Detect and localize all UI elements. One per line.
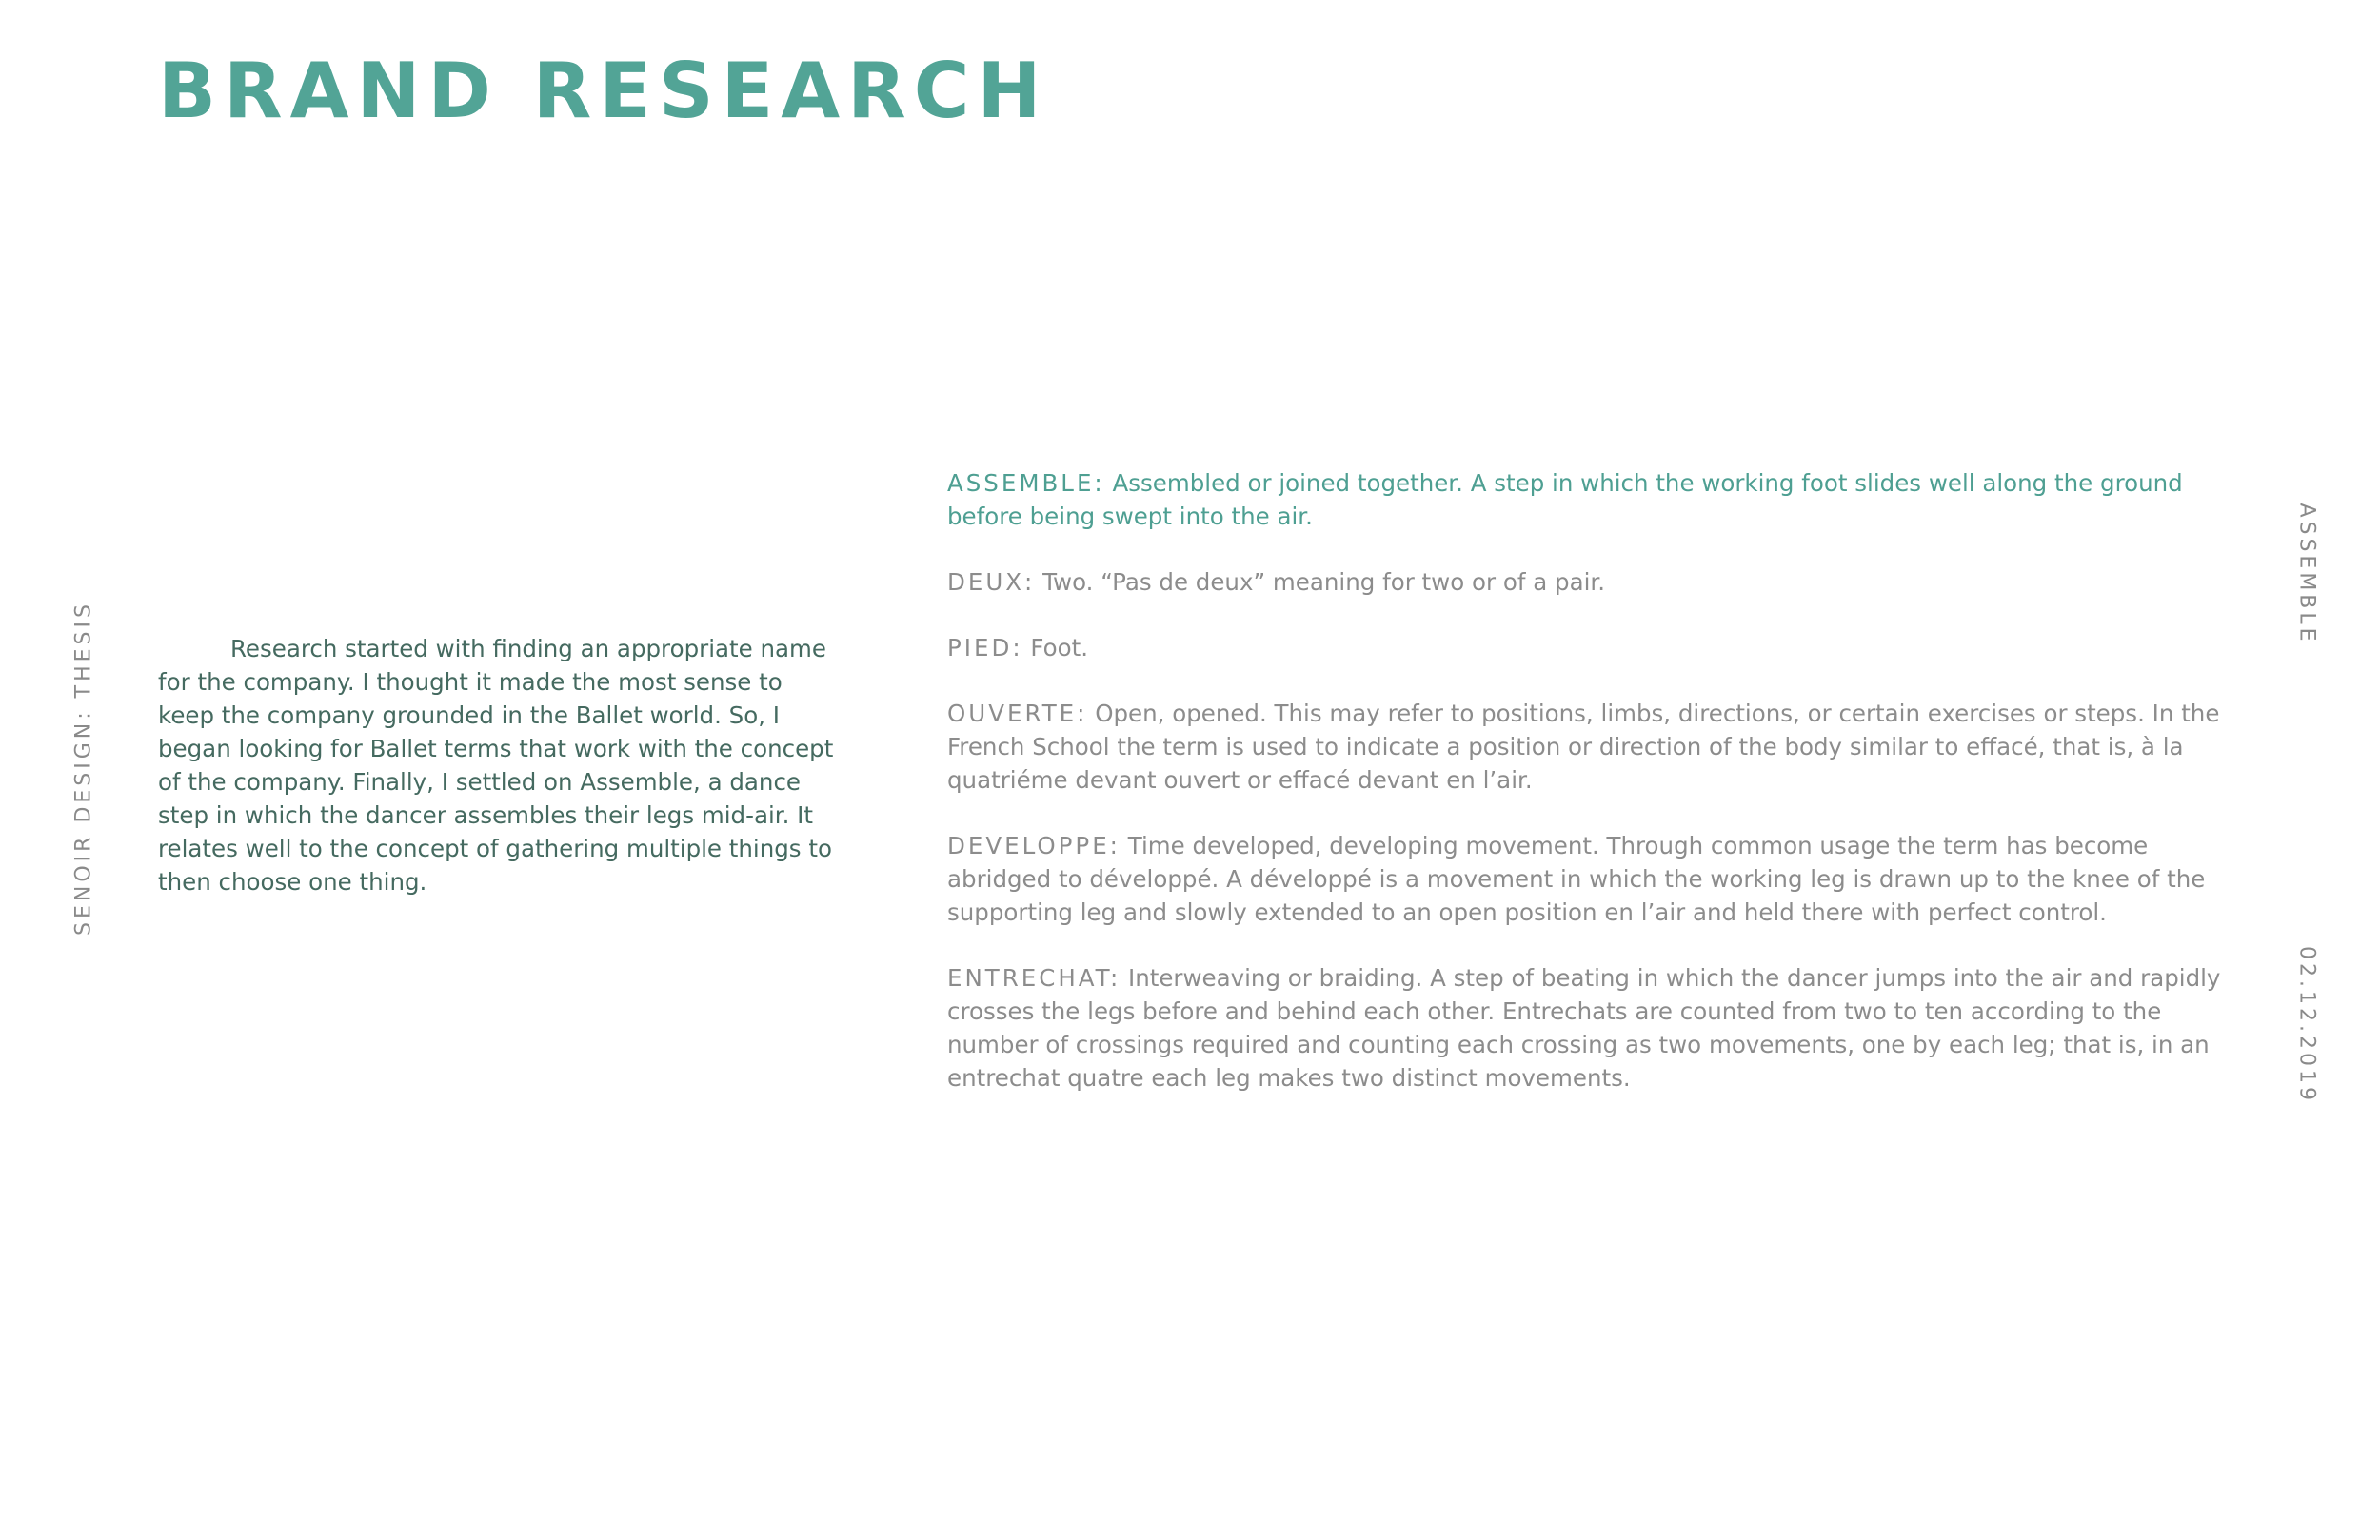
definition-text: Time developed, developing movement. Through common usage the term has become abridged to développé. A développé is a movement in which the working leg is drawn up to the knee of the supporting leg and slowly extended to an open position en l’air and held there with perfect control. <box>947 832 2206 926</box>
side-label-date: 02.12.2019 <box>2294 946 2319 1104</box>
definition-term: DEVELOPPE: <box>947 832 1121 859</box>
definition-developpe <box>947 829 2232 929</box>
definition-text: Foot. <box>1030 634 1088 661</box>
definition-assemble <box>947 466 2232 533</box>
definitions-list <box>947 466 2232 1127</box>
definition-entrechat <box>947 961 2232 1095</box>
definition-pied <box>947 631 2232 664</box>
definition-text: Interweaving or braiding. A step of beating in which the dancer jumps into the air and rapidly crosses the legs before and behind each other. Entrechats are counted from two to ten according to the number of crossings required and counting each crossing as two movements, one by each leg; that is, in an entrechat quatre each leg makes two distinct movements. <box>947 964 2221 1092</box>
side-label-project: SENOIR DESIGN: THESIS <box>71 601 96 936</box>
definition-text: Open, opened. This may refer to positions, limbs, directions, or certain exercises or steps. In the French School the term is used to indicate a position or direction of the body similar to effacé, that is, à la quatriéme devant ouvert or effacé devant en l’air. <box>947 700 2220 794</box>
definition-term: OUVERTE: <box>947 700 1088 727</box>
definition-term: DEUX: <box>947 568 1036 596</box>
definition-term: ENTRECHAT: <box>947 964 1121 992</box>
definition-text: Assembled or joined together. A step in which the working foot slides well along the ground before being swept into the air. <box>947 469 2183 530</box>
page-title: BRAND RESEARCH <box>158 47 1049 135</box>
definition-term: PIED: <box>947 634 1023 661</box>
intro-paragraph: Research started with finding an appropriate name for the company. I thought it made the most sense to keep the company grounded in the Ballet world. So, I began looking for Ballet terms that work with the concept of the company. Finally, I settled on Assemble, a dance step in which the dancer assembles their legs mid-air. It relates well to the concept of gathering multiple things to then choose one thing. <box>158 635 834 896</box>
definition-deux <box>947 565 2232 599</box>
definition-term: ASSEMBLE: <box>947 469 1105 497</box>
definition-ouverte <box>947 697 2232 797</box>
definition-text: Two. “Pas de deux” meaning for two or of a pair. <box>1042 568 1606 596</box>
side-label-brand: ASSEMBLE <box>2294 503 2319 645</box>
